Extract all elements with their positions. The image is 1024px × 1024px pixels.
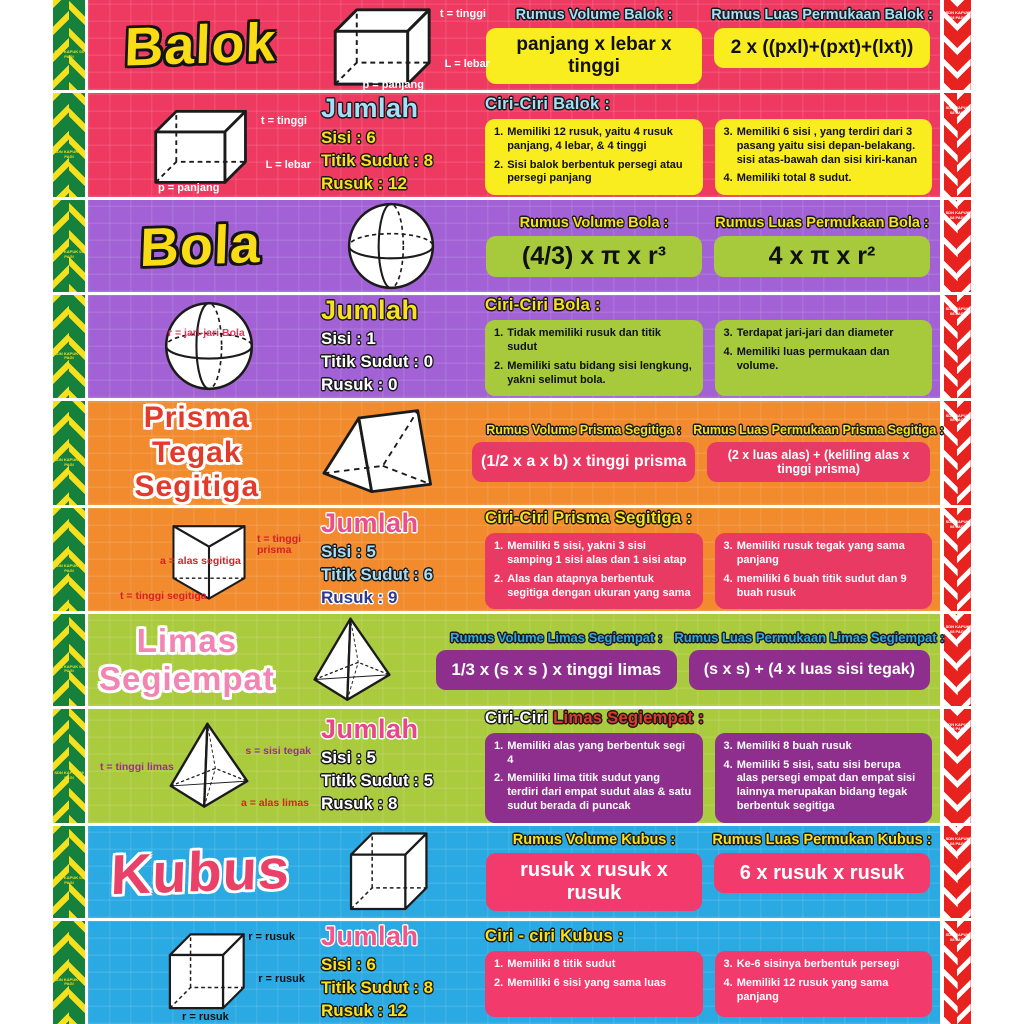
edge-strip-label: SDN KAPUK 08 PAGI [54,48,84,59]
ciri-item: 3. Memiliki rusuk tegak yang sama panjang [723,540,905,566]
ciri-box-left [485,733,703,823]
ciri-item: 3. Ke-6 sisinya berbentuk persegi [723,958,900,971]
ciri-block [481,509,932,609]
stat-rusuk: Rusuk : 0 [321,375,398,395]
cube-icon [164,927,254,1017]
edge-strip-label: SDN KAPUK 08 PAGI [54,663,84,674]
jumlah-block [321,921,481,1024]
shape-label: r = rusuk [258,972,305,985]
ciri-box-right [715,533,933,609]
section-prisma-header-row [88,401,944,505]
prisma-shape-bottom [96,508,321,611]
ciri-item: 2. Sisi balok berbentuk persegi atau persegi panjang [494,158,683,185]
shape-label: s = sisi tegak [245,744,311,757]
section-limas-detail-row [88,709,940,823]
stat-titik-sudut: Titik Sudut : 8 [321,150,434,170]
left-edge-strip [53,921,85,1024]
volume-formula-header: Rumus Volume Kubus : [512,832,676,849]
ciri-item: 2. Alas dan atapnya berbentuk segitiga dengan ukuran yang sama [494,572,691,599]
surface-formula-header: Rumus Luas Permukaan Balok : [711,6,933,23]
edge-strip-label: SDN KAPUK 08 PAGI [54,770,84,781]
left-edge-strip [53,826,85,918]
jumlah-heading: Jumlah [321,93,419,124]
ciri-box-left [485,951,703,1017]
ciri-box-right [715,320,933,396]
left-edge-strip [53,401,85,505]
volume-formula-header: Rumus Volume Balok : [515,6,673,23]
volume-formula-box: 1/3 x (s x s ) x tinggi limas [436,650,677,690]
edge-strip-label: SDN KAPUK 08 PAGI [945,306,970,316]
surface-formula-header: Rumus Luas Permukaan Bola : [715,214,929,231]
surface-formula-box: 2 x ((pxl)+(pxt)+(lxt)) [714,28,930,68]
stat-sisi: Sisi : 5 [321,748,376,768]
shape-label: t = tinggi segitiga [120,589,207,602]
right-edge-strip [944,0,971,90]
edge-strip-label: SDN KAPUK 08 PAGI [945,412,970,423]
shape-label: a = alas segitiga [160,554,241,567]
section-balok-header-row [88,0,940,90]
volume-formula-header: Rumus Volume Limas Segiempat : [450,629,663,645]
left-edge-strip [53,709,85,823]
shape-label: t = tinggi limas [100,760,174,773]
left-edge-strip [53,200,85,292]
surface-formula-block [693,423,944,482]
jumlah-block [321,714,481,817]
edge-strip-label: SDN KAPUK 08 PAGI [945,9,970,20]
ciri-item: 4. Memiliki total 8 sudut. [723,172,852,185]
surface-formula-box: (s x s) + (4 x luas sisi tegak) [689,650,930,690]
right-edge-strip [944,295,971,398]
bola-shape-top [303,200,478,292]
shape-label: p = panjang [362,79,424,92]
stat-rusuk: Rusuk : 12 [321,1000,407,1020]
volume-formula-header: Rumus Volume Prisma Segitiga : [486,423,682,438]
ciri-item: 2. Memiliki lima titik sudut yang terdiri dari empat sudut alas & satu sudut berada di puncak [494,772,692,812]
jumlah-heading: Jumlah [321,920,419,951]
sphere-icon [345,200,437,292]
volume-formula-block [486,215,702,277]
volume-formula-block [472,423,695,482]
prisma-shape-top [296,401,465,505]
edge-strip-label: SDN KAPUK 08 PAGI [54,976,84,987]
ciri-item: 2. Memiliki 6 sisi yang sama luas [494,977,667,990]
stat-titik-sudut: Titik Sudut : 0 [321,352,434,372]
jumlah-block [321,508,481,611]
surface-formula-header: Rumus Luas Permukaan Limas Segiempat : [674,629,945,645]
ciri-box-right [715,951,933,1017]
left-edge-strip [53,0,85,90]
ciri-item: 1. Tidak memiliki rusuk dan titik sudut [494,327,662,354]
section-title-limas: Limas Segiempat [98,621,275,697]
ciri-item: 4. Memiliki 12 rusuk yang sama panjang [723,977,889,1003]
surface-formula-header: Rumus Luas Permukan Kubus : [712,832,932,849]
section-kubus-detail-row [88,921,940,1024]
shape-label: p = panjang [158,181,220,194]
surface-formula-box: 6 x rusuk x rusuk [714,853,930,893]
surface-formula-box: 4 x π x r² [714,236,930,277]
jumlah-heading: Jumlah [321,507,419,538]
shape-label: t = tinggi prisma [257,532,302,556]
ciri-block [481,927,932,1017]
stat-sisi: Sisi : 1 [321,329,376,348]
edge-strip-label: SDN KAPUK 08 PAGI [54,249,84,260]
right-edge-strip [944,508,971,611]
volume-formula-block [486,7,702,84]
ciri-heading: Ciri - ciri Kubus : [485,927,624,946]
right-edge-strip [944,401,971,505]
volume-formula-box: panjang x lebar x tinggi [486,28,702,84]
ciri-item: 3. Memiliki 6 sisi , yang terdiri dari 3 pasang yaitu sisi depan-belakang. sisi atas-bawah dan sisi kiri-kanan [723,126,918,166]
edge-strip-label: SDN KAPUK 08 PAGI [54,149,84,160]
triangular-prism-icon [307,407,453,499]
left-edge-strip [53,93,85,196]
section-title-prisma: Prisma Tegak Segitiga [134,401,260,504]
ciri-box-left [485,533,703,609]
surface-formula-header: Rumus Luas Permukaan Prisma Segitiga : [693,423,944,438]
ciri-box-left [485,119,703,195]
edge-strip-label: SDN KAPUK 08 PAGI [54,563,84,574]
ciri-heading: Ciri-Ciri Limas Segiempat : [485,708,704,727]
shape-label: a = alas limas [240,796,309,809]
ciri-block [481,95,932,195]
ciri-item: 2. Memiliki satu bidang sisi lengkung, yakni selimut bola. [494,359,692,386]
ciri-item: 1. Memiliki 5 sisi, yakni 3 sisi samping 1 sisi alas dan 1 sisi atap [494,540,687,566]
edge-strip-label: SDN KAPUK 08 PAGI [945,835,970,846]
section-title-balok: Balok [123,12,278,78]
edge-strip-label: SDN KAPUK 08 PAGI [945,104,970,115]
section-title-bola: Bola [138,213,263,278]
ciri-item: 1. Memiliki 12 rusuk, yaitu 4 rusuk panjang, 4 lebar, & 4 tinggi [494,126,673,152]
stat-titik-sudut: Titik Sudut : 5 [321,771,434,791]
edge-strip-label: SDN KAPUK 08 PAGI [945,209,970,220]
stat-titik-sudut: Titik Sudut : 8 [321,977,434,997]
shape-label: r = rusuk [248,930,295,943]
shape-label: t = tinggi [439,8,486,20]
jumlah-block [321,93,481,196]
right-edge-strip [944,93,971,196]
edge-strip-label: SDN KAPUK 08 PAGI [945,932,970,942]
jumlah-heading: Jumlah [321,294,419,325]
ciri-item: 3. Terdapat jari-jari dan diameter [723,327,894,340]
shape-label: L = lebar [444,58,490,71]
edge-strip-label: SDN KAPUK 08 PAGI [945,623,970,634]
surface-formula-block [711,6,933,84]
stat-rusuk: Rusuk : 9 [321,587,398,607]
shape-label: r = rusuk [182,1011,229,1023]
ciri-block [481,296,932,396]
volume-formula-header: Rumus Volume Bola : [519,214,669,231]
ciri-heading: Ciri-Ciri Balok : [485,95,611,114]
jumlah-block [321,295,481,398]
kubus-shape-top [303,826,478,918]
surface-formula-block [674,629,945,690]
stat-sisi: Sisi : 5 [321,541,376,561]
edge-strip-label: SDN KAPUK 08 PAGI [54,875,84,886]
section-bola-detail-row [88,295,940,398]
edge-strip-label: SDN KAPUK 08 PAGI [945,721,970,732]
ciri-item: 1. Memiliki 8 titik sudut [494,958,616,971]
shape-label: L = lebar [265,158,311,171]
right-edge-strip [944,200,971,292]
ciri-box-right [715,733,933,823]
stat-sisi: Sisi : 6 [321,954,376,974]
right-edge-strip [944,614,971,706]
shape-label: r = jari-jari Bola [168,326,245,339]
ciri-heading: Ciri-Ciri Prisma Segitiga : [485,509,693,528]
volume-formula-box: rusuk x rusuk x rusuk [486,853,702,911]
stat-rusuk: Rusuk : 12 [321,173,407,193]
sphere-icon [162,299,256,393]
balok-shape-top [303,0,490,92]
left-edge-strip [53,508,85,611]
surface-formula-block [714,215,930,277]
ciri-item: 1. Memiliki alas yang berbentuk segi 4 [494,739,686,766]
left-edge-strip [53,614,85,706]
stat-titik-sudut: Titik Sudut : 6 [321,564,434,584]
section-balok-detail-row [88,93,940,196]
ciri-item: 4. memiliki 6 buah titik sudut dan 9 buah rusuk [723,572,907,599]
ciri-box-right [715,119,933,195]
limas-shape-bottom [96,709,321,823]
section-title-kubus: Kubus [109,836,292,906]
kubus-shape-bottom [96,921,321,1024]
edge-strip-label: SDN KAPUK 08 PAGI [945,518,970,529]
bola-shape-bottom [96,295,321,398]
ciri-block [481,709,932,823]
ciri-item: 4. Memiliki 5 sisi, satu sisi berupa alas persegi empat dan empat sisi lainnya merupakan bidang tegak berbentuk segitiga [723,758,916,812]
surface-formula-box: (2 x luas alas) + (keliling alas x tinggi prisma) [707,442,930,482]
volume-formula-block [486,832,702,911]
volume-formula-box: (4/3) x π x r³ [486,236,702,277]
section-bola-header-row [88,200,940,292]
volume-formula-box: (1/2 x a x b) x tinggi prisma [472,442,695,482]
section-limas-header-row [88,614,945,706]
cube-icon [345,826,437,918]
edge-strip-label: SDN KAPUK 08 PAGI [54,457,84,467]
edge-strip-label: SDN KAPUK 08 PAGI [54,350,84,361]
section-kubus-header-row [88,826,940,918]
right-edge-strip [944,826,971,918]
section-prisma-detail-row [88,508,940,611]
right-edge-strip [944,709,971,823]
ciri-box-left [485,320,703,396]
shape-label: t = tinggi [260,115,307,128]
jumlah-heading: Jumlah [321,714,419,745]
ciri-item: 3. Memiliki 8 buah rusuk [723,739,852,752]
volume-formula-block [436,630,677,690]
stat-rusuk: Rusuk : 8 [321,794,398,814]
left-edge-strip [53,295,85,398]
limas-shape-top [276,614,428,706]
pyramid-icon [308,614,396,706]
ciri-heading: Ciri-Ciri Bola : [485,296,601,315]
right-edge-strip [944,921,971,1024]
balok-shape-bottom [96,93,321,196]
ciri-item: 4. Memiliki luas permukaan dan volume. [723,346,890,372]
surface-formula-block [714,832,930,911]
stat-sisi: Sisi : 6 [321,127,376,147]
